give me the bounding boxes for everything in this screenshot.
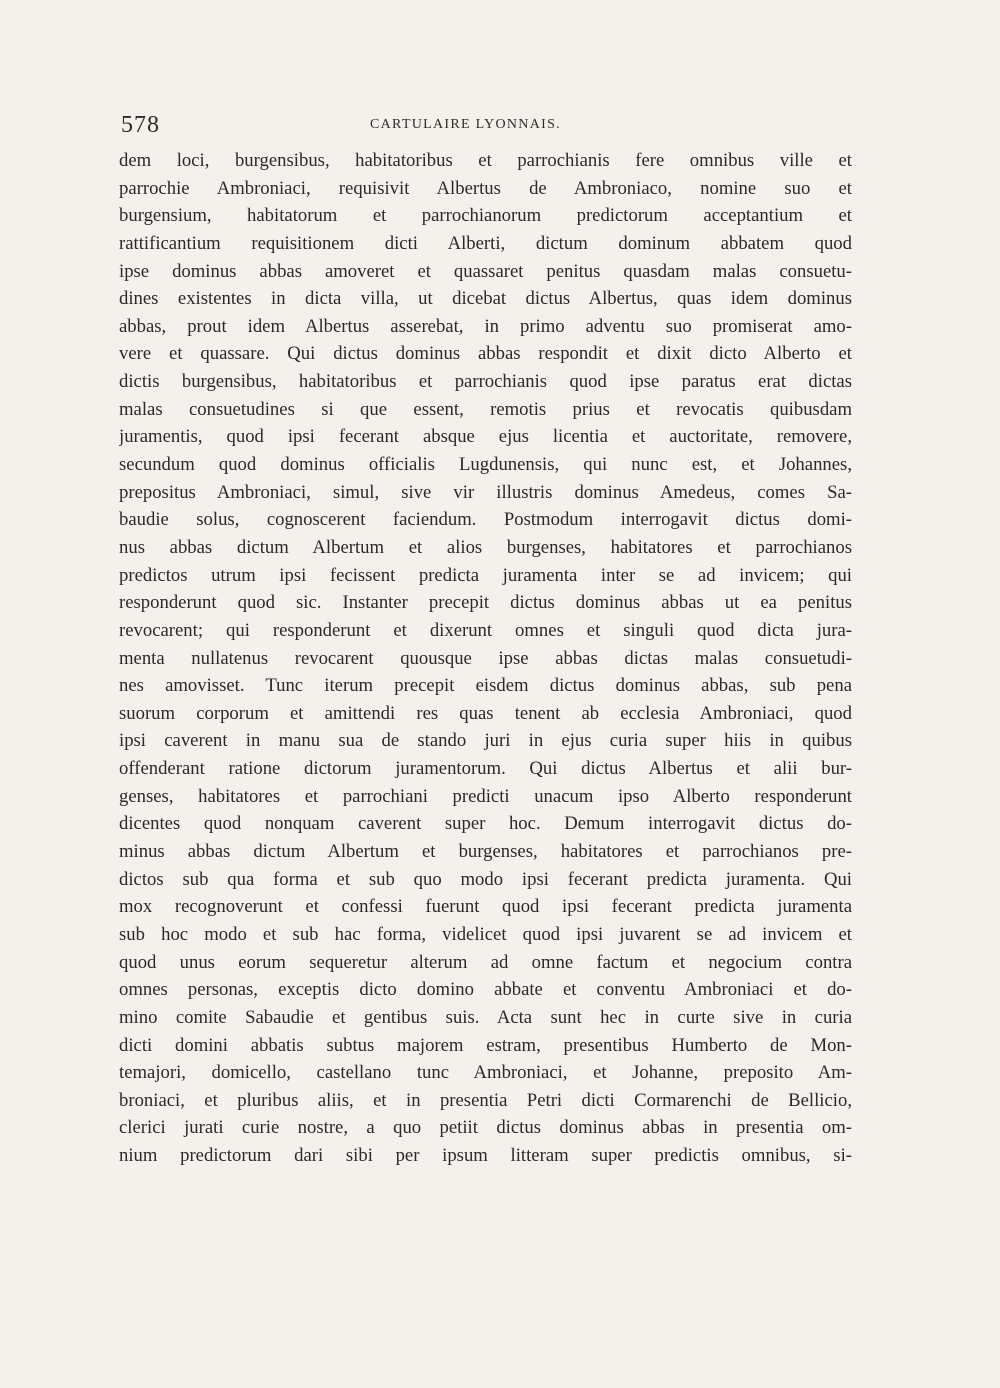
text-line: mino comite Sabaudie et gentibus suis. Acta sunt hec in curte sive in curia <box>119 1006 852 1028</box>
text-line: dem loci, burgensibus, habitatoribus et parrochianis fere omnibus ville et <box>119 150 852 171</box>
running-title: CARTULAIRE LYONNAIS. <box>370 117 561 132</box>
text-line: dicentes quod nonquam caverent super hoc. Demum interrogavit dictus do- <box>119 813 852 835</box>
text-line: dictos sub qua forma et sub quo modo ipsi fecerant predicta juramenta. Qui <box>119 868 852 890</box>
text-line: abbas, prout idem Albertus asserebat, in primo adventu suo promiserat amo- <box>119 315 852 337</box>
text-line: clerici jurati curie nostre, a quo petiit dictus dominus abbas in presentia om- <box>119 1117 852 1139</box>
text-line: dictis burgensibus, habitatoribus et parrochianis quod ipse paratus erat dictas <box>119 371 852 393</box>
text-line: temajori, domicello, castellano tunc Ambroniaci, et Johanne, preposito Am- <box>119 1062 852 1084</box>
text-line: nes amovisset. Tunc iterum precepit eisdem dictus dominus abbas, sub pena <box>119 675 852 697</box>
text-line: revocarent; qui responderunt et dixerunt omnes et singuli quod dicta jura- <box>119 619 852 641</box>
text-line: nium predictorum dari sibi per ipsum litteram super predictis omnibus, si- <box>119 1145 852 1167</box>
text-line: vere et quassare. Qui dictus dominus abbas respondit et dixit dicto Alberto et <box>119 343 852 365</box>
text-line: dicti domini abbatis subtus majorem estram, presentibus Humberto de Mon- <box>119 1034 852 1056</box>
text-line: juramentis, quod ipsi fecerant absque ejus licentia et auctoritate, removere, <box>119 426 852 448</box>
body-text <box>119 147 852 1170</box>
text-line: broniaci, et pluribus aliis, et in presentia Petri dicti Cormarenchi de Bellicio, <box>119 1089 852 1111</box>
text-line: baudie solus, cognoscerent faciendum. Postmodum interrogavit dictus domi- <box>119 509 852 531</box>
text-line: ipse dominus abbas amoveret et quassaret penitus quasdam malas consuetu- <box>119 260 852 282</box>
text-line: nus abbas dictum Albertum et alios burgenses, habitatores et parrochianos <box>119 536 852 558</box>
text-line: rattificantium requisitionem dicti Alberti, dictum dominum abbatem quod <box>119 232 852 254</box>
text-line: malas consuetudines si que essent, remotis prius et revocatis quibusdam <box>119 398 852 420</box>
text-line: offenderant ratione dictorum juramentorum. Qui dictus Albertus et alii bur- <box>119 758 852 780</box>
text-line: omnes personas, exceptis dicto domino abbate et conventu Ambroniaci et do- <box>119 979 852 1001</box>
text-line: secundum quod dominus officialis Lugdunensis, qui nunc est, et Johannes, <box>119 454 852 476</box>
text-line: menta nullatenus revocarent quousque ipse abbas dictas malas consuetudi- <box>119 647 852 669</box>
text-line: dines existentes in dicta villa, ut dicebat dictus Albertus, quas idem dominus <box>119 288 852 310</box>
text-line: suorum corporum et amittendi res quas tenent ab ecclesia Ambroniaci, quod <box>119 702 852 724</box>
text-line: burgensium, habitatorum et parrochianorum predictorum acceptantium et <box>119 205 852 227</box>
running-head <box>118 112 854 142</box>
text-line: responderunt quod sic. Instanter precepit dictus dominus abbas ut ea penitus <box>119 592 852 614</box>
text-line: ipsi caverent in manu sua de stando juri in ejus curia super hiis in quibus <box>119 730 852 752</box>
text-line: minus abbas dictum Albertum et burgenses, habitatores et parrochianos pre- <box>119 841 852 863</box>
text-line: mox recognoverunt et confessi fuerunt quod ipsi fecerant predicta juramenta <box>119 896 852 918</box>
text-line: genses, habitatores et parrochiani predicti unacum ipso Alberto responderunt <box>119 785 852 807</box>
text-line: prepositus Ambroniaci, simul, sive vir illustris dominus Amedeus, comes Sa- <box>119 481 852 503</box>
text-line: quod unus eorum sequeretur alterum ad omne factum et negocium contra <box>119 951 852 973</box>
page-number: 578 <box>121 112 160 138</box>
text-line: sub hoc modo et sub hac forma, videlicet quod ipsi juvarent se ad invicem et <box>119 923 852 945</box>
text-line: predictos utrum ipsi fecissent predicta juramenta inter se ad invicem; qui <box>119 564 852 586</box>
text-line: parrochie Ambroniaci, requisivit Albertus de Ambroniaco, nomine suo et <box>119 177 852 199</box>
